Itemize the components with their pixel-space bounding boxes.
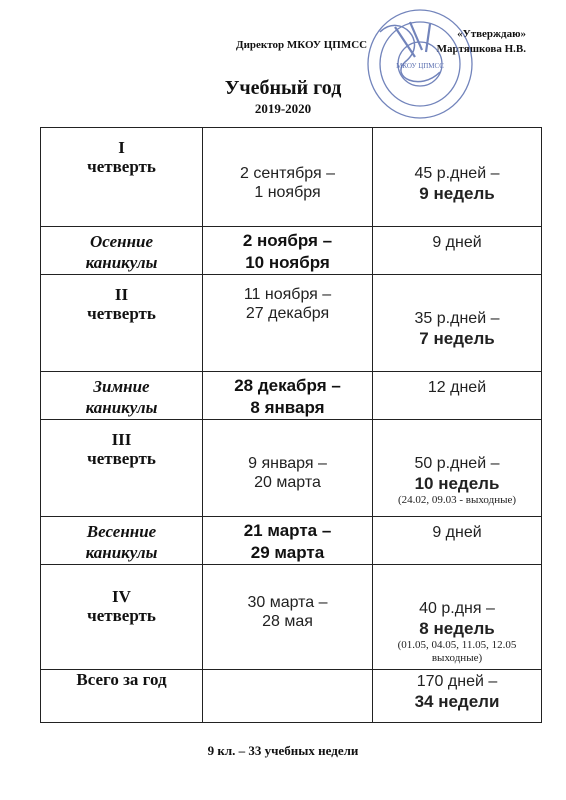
holiday-name-line1: Осенние bbox=[89, 232, 154, 251]
weeks-count: 34 недели bbox=[414, 692, 500, 711]
dates-start: 2 сентября – bbox=[240, 165, 335, 182]
holiday-name-line2: каникулы bbox=[85, 253, 158, 272]
period-name-line2: четверть bbox=[87, 157, 156, 176]
schedule-table bbox=[40, 127, 542, 723]
period-dates-cell bbox=[203, 420, 373, 517]
days-count: 35 р.дней – bbox=[414, 310, 500, 327]
page-year: 2019-2020 bbox=[254, 101, 312, 116]
page-title: Учебный год bbox=[224, 77, 342, 99]
footer-note: 9 кл. – 33 учебных недели bbox=[207, 743, 359, 758]
holiday-name-cell bbox=[41, 227, 203, 275]
total-label-cell bbox=[41, 670, 203, 723]
table-row bbox=[41, 275, 542, 372]
table-row bbox=[41, 227, 542, 275]
holiday-days-cell bbox=[373, 227, 542, 275]
holiday-days-cell bbox=[373, 517, 542, 565]
period-name-line2: четверть bbox=[87, 606, 156, 625]
approve-label: «Утверждаю» bbox=[457, 28, 526, 40]
dates-end: 10 ноября bbox=[245, 253, 330, 272]
period-days-cell bbox=[373, 565, 542, 670]
weeks-count: 7 недель bbox=[419, 329, 495, 348]
dates-end: 28 мая bbox=[262, 613, 313, 630]
holiday-name-cell bbox=[41, 372, 203, 420]
period-dates-cell bbox=[203, 128, 373, 227]
table-row bbox=[41, 128, 542, 227]
weeks-count: 9 недель bbox=[419, 184, 495, 203]
holiday-name-line2: каникулы bbox=[85, 398, 158, 417]
dates-start: 21 марта – bbox=[243, 521, 332, 540]
dates-start: 30 марта – bbox=[247, 594, 328, 611]
period-name-cell bbox=[41, 420, 203, 517]
days-count: 12 дней bbox=[427, 379, 487, 396]
dates-end: 29 марта bbox=[250, 543, 325, 562]
total-empty-cell bbox=[203, 670, 373, 723]
days-count: 50 р.дней – bbox=[414, 455, 500, 472]
table-row bbox=[41, 420, 542, 517]
total-label: Всего за год bbox=[76, 670, 167, 689]
dates-end: 1 ноября bbox=[254, 184, 321, 201]
period-name-cell bbox=[41, 275, 203, 372]
dates-start: 9 января – bbox=[248, 455, 327, 472]
period-name-cell bbox=[41, 565, 203, 670]
holiday-dates-cell bbox=[203, 227, 373, 275]
table-row bbox=[41, 372, 542, 420]
days-count: 9 дней bbox=[432, 234, 482, 251]
days-note: (01.05, 04.05, 11.05, 12.05 выходные) bbox=[397, 639, 517, 664]
approver-name: Мартяшкова Н.В. bbox=[436, 43, 526, 55]
table-row-total bbox=[41, 670, 542, 723]
period-dates-cell bbox=[203, 565, 373, 670]
days-count: 45 р.дней – bbox=[414, 165, 500, 182]
period-days-cell bbox=[373, 275, 542, 372]
period-name-cell bbox=[41, 128, 203, 227]
weeks-count: 10 недель bbox=[414, 474, 500, 493]
holiday-dates-cell bbox=[203, 372, 373, 420]
table-row bbox=[41, 565, 542, 670]
period-name-line2: четверть bbox=[87, 304, 156, 323]
holiday-name-line1: Зимние bbox=[93, 377, 150, 396]
table-row bbox=[41, 517, 542, 565]
period-name-line1: IV bbox=[112, 587, 131, 606]
dates-end: 8 января bbox=[250, 398, 325, 417]
days-count: 40 р.дня – bbox=[419, 600, 495, 617]
days-note: (24.02, 09.03 - выходные) bbox=[397, 494, 517, 506]
holiday-name-line2: каникулы bbox=[85, 543, 158, 562]
days-count: 9 дней bbox=[432, 524, 482, 541]
period-days-cell bbox=[373, 420, 542, 517]
period-name-line1: III bbox=[111, 430, 132, 449]
weeks-count: 8 недель bbox=[419, 619, 495, 638]
dates-start: 11 ноября – bbox=[243, 286, 332, 303]
period-name-line1: I bbox=[118, 138, 125, 157]
stamp-center-text: МКОУ ЦПМСС bbox=[396, 62, 444, 70]
holiday-dates-cell bbox=[203, 517, 373, 565]
holiday-days-cell bbox=[373, 372, 542, 420]
holiday-name-cell bbox=[41, 517, 203, 565]
dates-start: 2 ноября – bbox=[242, 231, 333, 250]
period-name-line1: II bbox=[114, 285, 129, 304]
director-label: Директор МКОУ ЦПМСС bbox=[236, 39, 368, 51]
total-days-cell bbox=[373, 670, 542, 723]
dates-start: 28 декабря – bbox=[234, 376, 341, 395]
dates-end: 20 марта bbox=[254, 474, 321, 491]
dates-end: 27 декабря bbox=[245, 305, 330, 322]
holiday-name-line1: Весенние bbox=[86, 522, 157, 541]
period-name-line2: четверть bbox=[87, 449, 156, 468]
days-count: 170 дней – bbox=[416, 673, 498, 690]
period-dates-cell bbox=[203, 275, 373, 372]
period-days-cell bbox=[373, 128, 542, 227]
